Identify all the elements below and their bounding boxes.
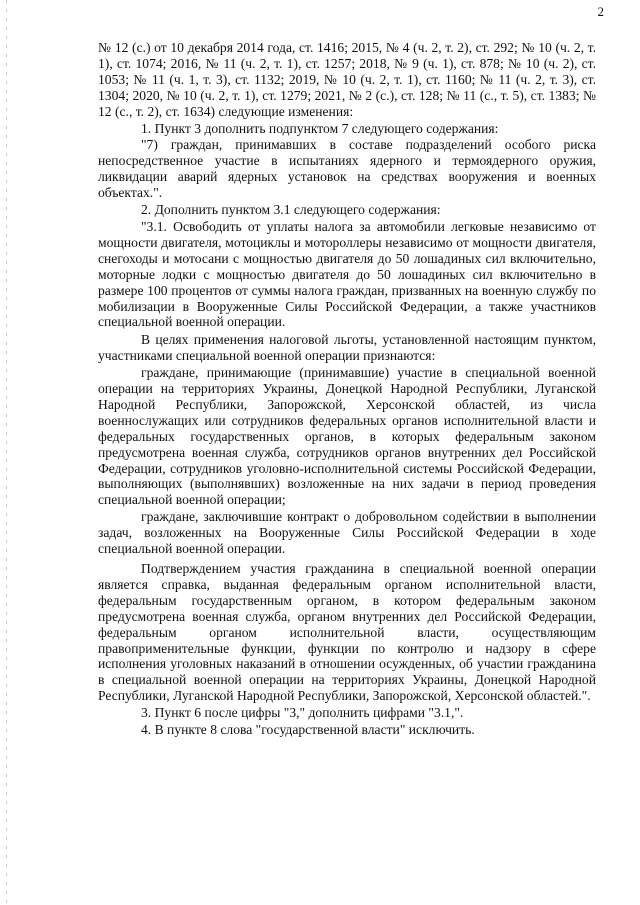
paragraph-participants-2: граждане, заключившие контракт о добровольном содействии в выполнении задач, возложенных на Вооруженные Силы Российской Федерации в ходе специальной военной операции.	[98, 509, 596, 557]
paragraph-item-1: 1. Пункт 3 дополнить подпунктом 7 следующего содержания:	[141, 120, 499, 136]
paragraph-item-1-text: "7) граждан, принимавших в составе подразделений особого риска непосредственное участие в испытаниях ядерного и термоядерного оружия, ликвидации аварий ядерных установок на средствах вооружения и военных объектах.".	[98, 137, 596, 201]
page-number: 2	[597, 4, 604, 19]
paragraph-confirmation: Подтверждением участия гражданина в специальной военной операции является справка, выданная федеральным органом исполнительной власти, федеральным государственным органом, в котором федеральным законом предусмотрена военная служба, органом внутренних дел Российской Федерации, федеральным органом исполнительной власти, осуществляющим правоприменительные функции, функции по контролю и надзору в сфере исполнения уголовных наказаний в отношении осужденных, об участии гражданина в специальной военной операции на территориях Украины, Донецкой Народной Республики, Луганской Народной Республики, Запорожской, Херсонской областей.".	[98, 561, 596, 704]
paragraph-citation: № 12 (с.) от 10 декабря 2014 года, ст. 1416; 2015, № 4 (ч. 2, т. 2), ст. 292; № 10 (ч. 2, т. 1), ст. 1074; 2016, № 11 (ч. 2, т. 1), ст. 1257; 2018, № 9 (ч. 1), ст. 878; № 10 (ч. 2), ст. 1053; № 11 (ч. 1, т. 3), ст. 1132; 2019, № 10 (ч. 2, т. 1), ст. 1160; № 11 (ч. 2, т. 3), ст. 1304; 2020, № 10 (ч. 2, т. 1), ст. 1279; 2021, № 2 (с.), ст. 128; № 11 (с., т. 5), ст. 1383; № 12 (с., т. 2), ст. 1634) следующие изменения:	[98, 40, 596, 119]
paragraph-participants-1: граждане, принимающие (принимавшие) участие в специальной военной операции на территориях Украины, Донецкой Народной Республики, Луганской Народной Республики, Запорожской, Херсонской областей, из числа военнослужащих или сотрудников федеральных органов исполнительной власти и федеральных государственных органов, в которых федеральным законом предусмотрена военная служба, сотрудников органов внутренних дел Российской Федерации, сотрудников уголовно-исполнительной системы Российской Федерации, выполняющих (выполнявших) возложенные на них задачи в период проведения специальной военной операции;	[98, 365, 596, 508]
paragraph-item-3: 3. Пункт 6 после цифры "3," дополнить цифрами "3.1,".	[141, 705, 464, 721]
document-body	[98, 40, 596, 738]
paragraph-participants-intro: В целях применения налоговой льготы, установленной настоящим пунктом, участниками специальной военной операции признаются:	[98, 332, 596, 364]
paragraph-item-4: 4. В пункте 8 слова "государственной власти" исключить.	[141, 722, 475, 738]
paragraph-item-2: 2. Дополнить пунктом 3.1 следующего содержания:	[141, 202, 441, 218]
paragraph-item-3-1: "3.1. Освободить от уплаты налога за автомобили легковые независимо от мощности двигателя, мотоциклы и мотороллеры независимо от мощности двигателя, снегоходы и мотосани с мощностью двигателя до 50 лошадиных сил включительно, моторные лодки с мощностью двигателя до 50 лошадиных сил включительно в размере 100 процентов от суммы налога граждан, призванных на военную службу по мобилизации в Вооруженные Силы Российской Федерации, а также участников специальной военной операции.	[98, 218, 596, 330]
binding-edge	[6, 0, 7, 905]
